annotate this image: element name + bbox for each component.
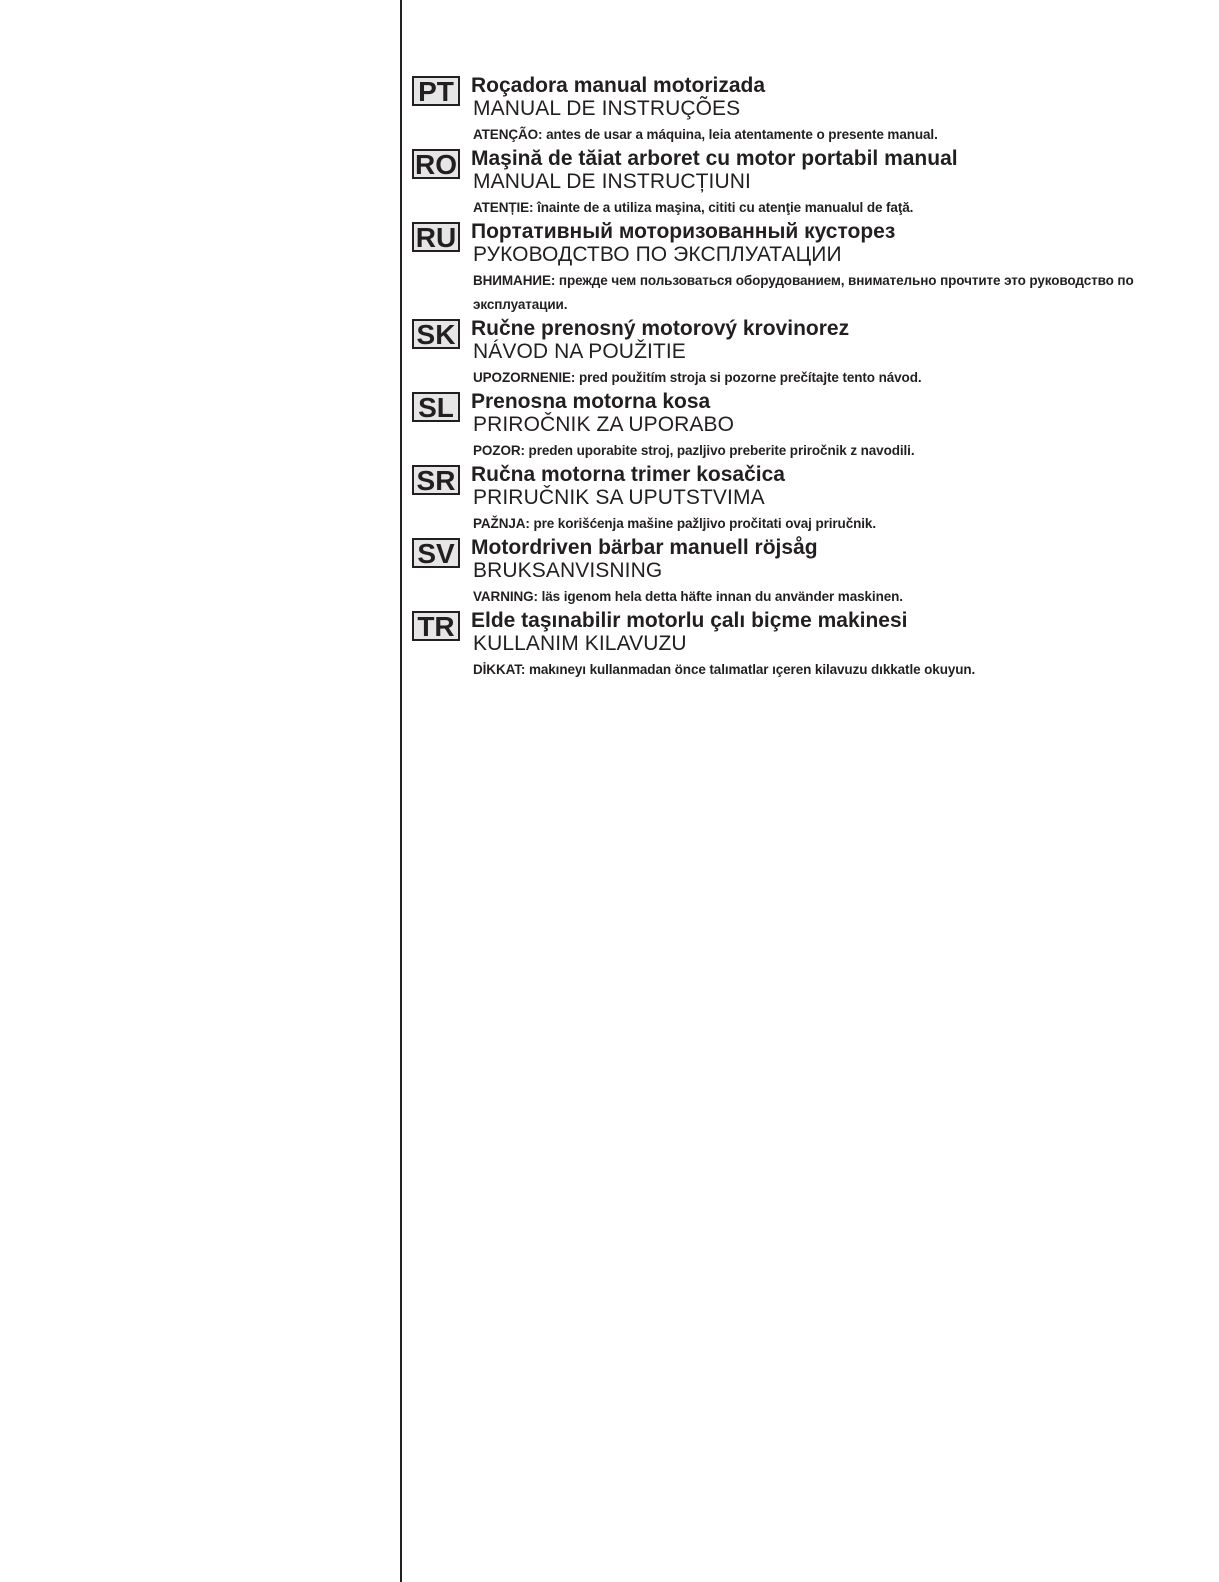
language-code-badge: PT — [412, 76, 460, 106]
section-warning: ATENÇÃO: antes de usar a máquina, leia atentamente o presente manual. — [473, 127, 938, 142]
page-divider-line — [400, 0, 402, 1582]
section-warning: ATENȚIE: înainte de a utiliza maşina, cititi cu atenţie manualul de faţă. — [473, 200, 914, 215]
section-title: Портативный моторизованный кусторез — [471, 220, 896, 243]
section-warning: PAŽNJA: pre korišćenja mašine pažljivo pročitati ovaj priručnik. — [473, 516, 876, 531]
section-subtitle: PRIROČNIK ZA UPORABO — [473, 413, 735, 436]
section-warning: VARNING: läs igenom hela detta häfte innan du använder maskinen. — [473, 589, 903, 604]
section-subtitle: MANUAL DE INSTRUCȚIUNI — [473, 170, 751, 193]
section-title: Roçadora manual motorizada — [471, 74, 766, 97]
section-subtitle: KULLANIM KILAVUZU — [473, 632, 687, 655]
section-subtitle: PRIRUČNIK SA UPUTSTVIMA — [473, 486, 765, 509]
language-section-ro — [412, 147, 1192, 220]
language-code-badge: SR — [412, 465, 460, 495]
language-sections — [412, 74, 1192, 682]
language-section-pt — [412, 74, 1192, 147]
language-section-sl — [412, 390, 1192, 463]
section-title: Ručne prenosný motorový krovinorez — [471, 317, 850, 340]
language-section-sv — [412, 536, 1192, 609]
section-subtitle: РУКОВОДСТВО ПО ЭКСПЛУАТАЦИИ — [473, 243, 842, 266]
language-code-badge: RO — [412, 149, 460, 179]
language-section-ru — [412, 220, 1192, 317]
section-title: Motordriven bärbar manuell röjsåg — [471, 536, 818, 559]
section-warning: UPOZORNENIE: pred použitím stroja si pozorne prečítajte tento návod. — [473, 370, 922, 385]
section-warning: DİKKAT: makıneyı kullanmadan önce talımatlar ıçeren kilavuzu dıkkatle okuyun. — [473, 662, 976, 677]
language-section-tr — [412, 609, 1192, 682]
section-title: Ručna motorna trimer kosačica — [471, 463, 785, 486]
section-title: Prenosna motorna kosa — [471, 390, 711, 413]
language-code-badge: SV — [412, 538, 460, 568]
section-subtitle: BRUKSANVISNING — [473, 559, 663, 582]
section-title: Elde taşınabilir motorlu çalı biçme makinesi — [471, 609, 908, 632]
language-code-badge: RU — [412, 222, 460, 252]
language-code-badge: SK — [412, 319, 460, 349]
language-code-badge: SL — [412, 392, 460, 422]
language-code-badge: TR — [412, 611, 460, 641]
section-subtitle: MANUAL DE INSTRUÇÕES — [473, 97, 741, 120]
section-subtitle: NÁVOD NA POUŽITIE — [473, 340, 686, 363]
language-section-sr — [412, 463, 1192, 536]
section-title: Maşină de tăiat arboret cu motor portabil manual — [471, 147, 958, 170]
language-section-sk — [412, 317, 1192, 390]
section-warning: POZOR: preden uporabite stroj, pazljivo preberite priročnik z navodili. — [473, 443, 915, 458]
section-warning: ВНИМАНИЕ: прежде чем пользоваться оборудованием, внимательно прочтите это руководство по эксплуатации. — [473, 273, 1134, 312]
